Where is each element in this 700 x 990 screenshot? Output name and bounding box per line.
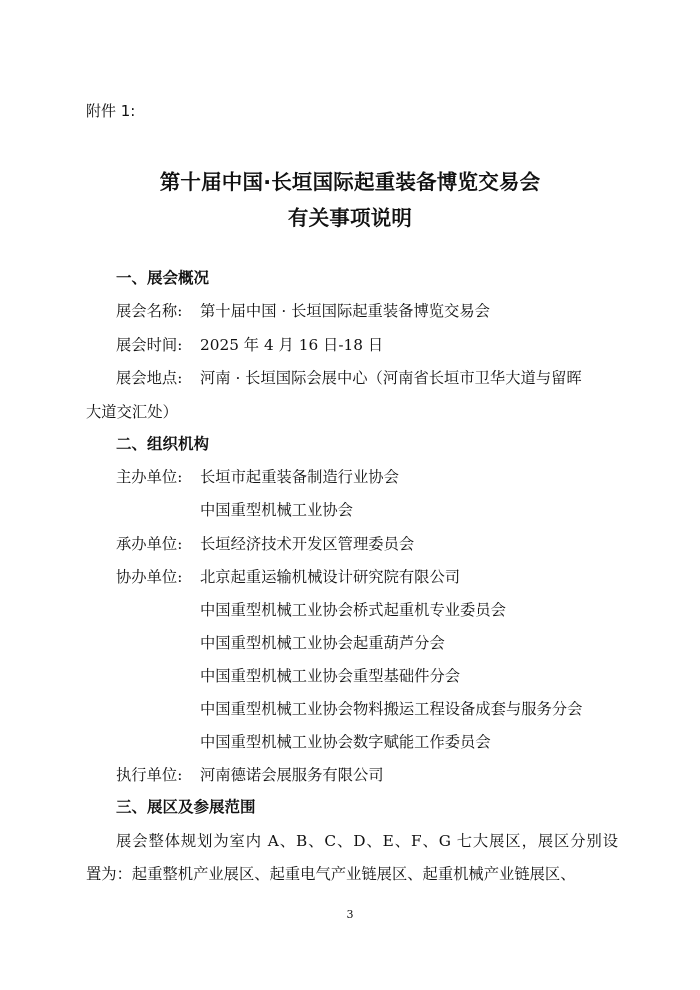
attachment-label: 附件 1: — [86, 102, 136, 120]
exhibition-venue-row — [116, 366, 582, 388]
exhibition-venue-value-line-2: 大道交汇处） — [86, 403, 178, 421]
organizer-item: 长垣经济技术开发区管理委员会 — [200, 535, 415, 553]
executor-label: 执行单位: — [116, 766, 183, 784]
section-3-paragraph-line-1: 展会整体规划为室内 A、B、C、D、E、F、G 七大展区，展区分别设 — [116, 832, 618, 850]
exhibition-venue-value-line-1: 河南 · 长垣国际会展中心（河南省长垣市卫华大道与留晖 — [200, 369, 582, 387]
co-organizer-item: 中国重型机械工业协会重型基础件分会 — [200, 667, 461, 685]
exhibition-name-row — [116, 299, 490, 321]
co-organizer-item: 中国重型机械工业协会桥式起重机专业委员会 — [200, 601, 506, 619]
co-organizer-item: 中国重型机械工业协会数字赋能工作委员会 — [200, 733, 491, 751]
section-2-heading: 二、组织机构 — [116, 435, 210, 453]
executor-item: 河南德诺会展服务有限公司 — [200, 766, 384, 784]
organizer-label: 承办单位: — [116, 535, 183, 553]
host-item: 长垣市起重装备制造行业协会 — [200, 468, 399, 486]
host-label: 主办单位: — [116, 468, 183, 486]
document-title-line-2: 有关事项说明 — [287, 206, 413, 230]
exhibition-time-value: 2025 年 4 月 16 日-18 日 — [200, 336, 384, 354]
exhibition-name-label: 展会名称: — [116, 302, 183, 320]
exhibition-time-label: 展会时间: — [116, 336, 183, 354]
exhibition-name-value: 第十届中国 · 长垣国际起重装备博览交易会 — [200, 302, 490, 320]
document-title-line-1: 第十届中国·长垣国际起重装备博览交易会 — [159, 170, 541, 194]
executor-row — [116, 763, 384, 785]
section-1-heading: 一、展会概况 — [116, 269, 210, 287]
host-item: 中国重型机械工业协会 — [200, 501, 353, 519]
section-3-heading: 三、展区及参展范围 — [116, 798, 256, 816]
co-organizer-item: 中国重型机械工业协会物料搬运工程设备成套与服务分会 — [200, 700, 583, 718]
exhibition-time-row — [116, 333, 383, 355]
host-row — [116, 465, 399, 487]
exhibition-venue-label: 展会地点: — [116, 369, 183, 387]
section-3-paragraph-line-2: 置为：起重整机产业展区、起重电气产业链展区、起重机械产业链展区、 — [86, 865, 576, 883]
co-organizer-item: 北京起重运输机械设计研究院有限公司 — [200, 568, 461, 586]
organizer-row — [116, 532, 414, 554]
co-organizer-item: 中国重型机械工业协会起重葫芦分会 — [200, 634, 445, 652]
co-organizer-row — [116, 565, 460, 587]
page-number: 3 — [346, 908, 354, 921]
co-organizer-label: 协办单位: — [116, 568, 183, 586]
